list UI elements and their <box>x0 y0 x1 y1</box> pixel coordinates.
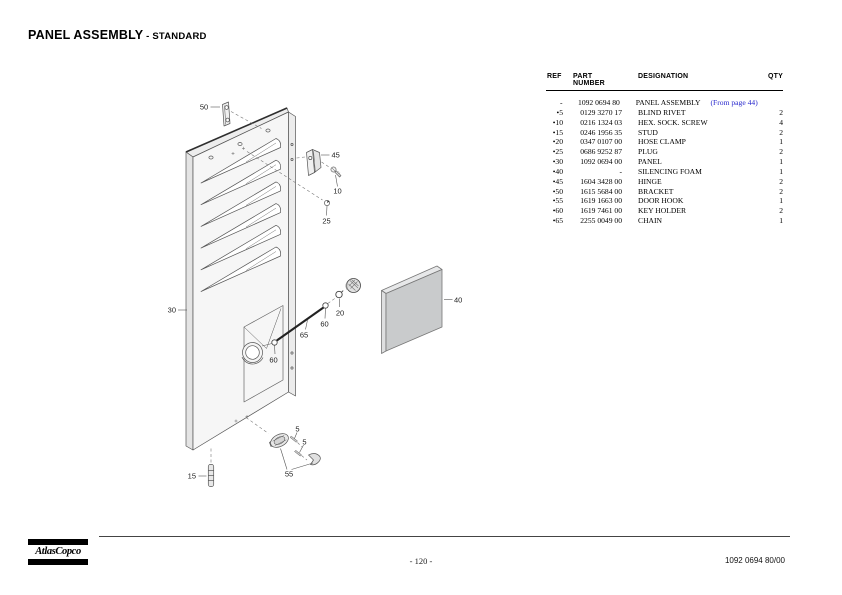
cell-part-number: 0129 3270 17 <box>580 107 622 117</box>
cell-qty: 1 <box>779 166 783 176</box>
cell-qty: 2 <box>779 176 783 186</box>
stud-part <box>208 465 213 487</box>
cell-part-number: 1604 3428 00 <box>580 176 622 186</box>
callout-label: 45 <box>331 150 340 160</box>
designation-text: PANEL ASSEMBLY <box>635 98 701 107</box>
cell-designation <box>622 167 757 177</box>
cell-ref: •45 <box>552 176 563 186</box>
callout-label: 40 <box>454 295 463 305</box>
callout-label: 5 <box>295 424 300 434</box>
panel-drawing <box>186 108 296 450</box>
cell-designation <box>622 196 757 206</box>
page-title-sub: - STANDARD <box>143 31 207 42</box>
cell-qty: 2 <box>779 107 783 117</box>
callout-label: 10 <box>333 186 342 196</box>
plug-part <box>324 200 329 205</box>
callout-label: 5 <box>302 437 307 447</box>
col-header-qty: QTY <box>768 73 783 80</box>
table-row <box>546 98 783 108</box>
cell-designation <box>622 108 757 118</box>
logo-bar-bottom <box>28 559 88 565</box>
cell-designation <box>622 187 757 197</box>
table-row <box>546 108 783 118</box>
cell-designation <box>620 98 758 108</box>
atlas-copco-logo <box>28 539 88 565</box>
cell-qty: 2 <box>779 186 783 196</box>
hinge-part <box>307 150 322 176</box>
table-row <box>546 187 783 197</box>
callout-label: 15 <box>187 471 196 481</box>
parts-table-header <box>546 73 783 91</box>
cell-ref: •50 <box>552 186 563 196</box>
cell-qty: 1 <box>779 216 783 226</box>
bracket-part <box>223 102 231 126</box>
hose-clamp-part <box>336 279 361 298</box>
cell-designation <box>622 137 757 147</box>
cell-qty: 1 <box>779 157 783 167</box>
cell-part-number: 1619 1663 00 <box>580 196 622 206</box>
table-row <box>546 147 783 157</box>
foam-block <box>382 266 443 354</box>
table-row <box>546 206 783 216</box>
designation-text: HOSE CLAMP <box>638 137 686 147</box>
cell-designation <box>622 157 757 167</box>
cell-part-number: 1615 5684 00 <box>580 186 622 196</box>
cell-part-number: 2255 0049 00 <box>580 216 622 226</box>
cell-part-number: 0686 9252 87 <box>580 147 622 157</box>
logo-text: AtlasCopco <box>35 546 81 557</box>
designation-text: KEY HOLDER <box>638 206 687 216</box>
table-row <box>546 177 783 187</box>
cell-ref: •60 <box>552 206 563 216</box>
parts-table <box>546 73 783 226</box>
callout-label: 25 <box>322 216 331 226</box>
designation-text: BLIND RIVET <box>638 107 686 117</box>
cell-part-number: 1092 0694 80 <box>578 98 620 107</box>
designation-text: PANEL <box>638 157 662 167</box>
table-row <box>546 137 783 147</box>
cell-qty: 1 <box>779 137 783 147</box>
door-hook-parts <box>268 431 320 465</box>
cell-designation <box>622 118 757 128</box>
cell-designation <box>622 206 757 216</box>
cell-ref: •25 <box>552 147 563 157</box>
cell-qty: 2 <box>779 147 783 157</box>
designation-text: HEX. SOCK. SCREW <box>638 117 708 127</box>
cell-designation <box>622 216 757 226</box>
cell-part-number: 1619 7461 00 <box>580 206 622 216</box>
designation-text: PLUG <box>638 147 658 157</box>
cell-designation <box>622 177 757 187</box>
cell-ref: •15 <box>552 127 563 137</box>
page-title <box>28 26 207 44</box>
designation-text: BRACKET <box>638 186 674 196</box>
cell-ref: •65 <box>552 216 563 226</box>
cell-qty: 1 <box>779 196 783 206</box>
cell-qty <box>758 98 783 108</box>
screw-part <box>331 167 341 177</box>
cell-part-number: 0246 1956 35 <box>580 127 622 137</box>
table-row <box>546 118 783 128</box>
cell-ref: - <box>559 98 563 107</box>
page-title-main: PANEL ASSEMBLY <box>28 28 144 42</box>
exploded-view-diagram <box>150 90 480 500</box>
callout-label: 60 <box>269 355 278 365</box>
page-number: - 120 - <box>409 556 433 566</box>
cell-ref: •10 <box>552 117 563 127</box>
page-reference-link[interactable]: (From page 44) <box>710 98 758 107</box>
callout-label: 60 <box>320 319 329 329</box>
designation-text: DOOR HOOK <box>638 196 684 206</box>
col-header-part-number: PART NUMBER <box>573 73 605 87</box>
cell-designation <box>622 147 757 157</box>
callout-label: 20 <box>335 308 345 318</box>
cell-ref: •40 <box>552 166 563 176</box>
table-row <box>546 167 783 177</box>
table-row <box>546 157 783 167</box>
callout-label: 55 <box>284 469 294 479</box>
callout-label: 50 <box>199 102 209 112</box>
designation-text: STUD <box>638 127 658 137</box>
cell-ref: •30 <box>552 157 563 167</box>
cell-part-number: 1092 0694 00 <box>580 157 622 167</box>
col-header-designation: DESIGNATION <box>638 73 689 80</box>
cell-qty: 2 <box>779 206 783 216</box>
table-row <box>546 196 783 206</box>
callout-label: 30 <box>167 305 176 315</box>
cell-ref: •55 <box>552 196 563 206</box>
footer-rule <box>99 536 790 537</box>
cell-ref: •5 <box>556 107 563 117</box>
cell-part-number: - <box>619 166 622 176</box>
designation-text: HINGE <box>638 176 662 186</box>
cell-ref: •20 <box>552 137 563 147</box>
cell-designation <box>622 128 757 138</box>
callout-label: 65 <box>299 330 309 340</box>
table-row <box>546 128 783 138</box>
cell-qty: 2 <box>779 127 783 137</box>
designation-text: SILENCING FOAM <box>638 166 702 176</box>
document-number: 1092 0694 80/00 <box>724 556 785 565</box>
parts-table-rows <box>546 98 783 226</box>
cell-qty: 4 <box>779 117 783 127</box>
designation-text: CHAIN <box>638 216 663 226</box>
cell-part-number: 0347 0107 00 <box>580 137 622 147</box>
table-row <box>546 216 783 226</box>
cell-part-number: 0216 1324 03 <box>580 117 622 127</box>
col-header-ref: REF <box>547 73 562 80</box>
